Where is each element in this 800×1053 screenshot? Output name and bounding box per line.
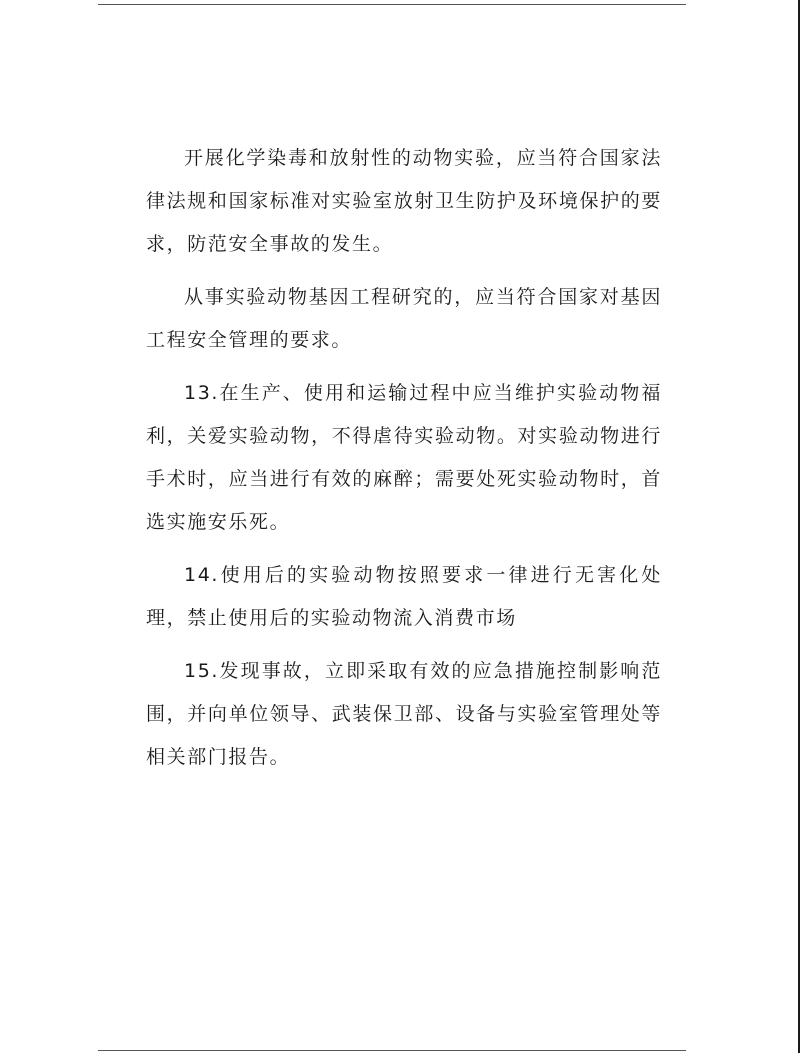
paragraph-radiation-safety: 开展化学染毒和放射性的动物实验，应当符合国家法律法规和国家标准对实验室放射卫生防护及环境保护的要求，防范安全事故的发生。 [146, 147, 662, 255]
bottom-rule [98, 1050, 686, 1051]
paragraph-item-13-animal-welfare: 13.在生产、使用和运输过程中应当维护实验动物福利，关爱实验动物，不得虐待实验动物。对实验动物进行手术时，应当进行有效的麻醉；需要处死实验动物时，首选实施安乐死。 [146, 382, 662, 533]
paragraph-item-15-accident-report: 15.发现事故，立即采取有效的应急措施控制影响范围，并向单位领导、武装保卫部、设备与实验室管理处等相关部门报告。 [146, 660, 662, 768]
top-rule [98, 4, 686, 5]
document-body [146, 137, 662, 789]
paragraph-item-14-disposal: 14.使用后的实验动物按照要求一律进行无害化处理，禁止使用后的实验动物流入消费市场 [146, 564, 662, 629]
paragraph-genetic-engineering: 从事实验动物基因工程研究的，应当符合国家对基因工程安全管理的要求。 [146, 286, 662, 351]
